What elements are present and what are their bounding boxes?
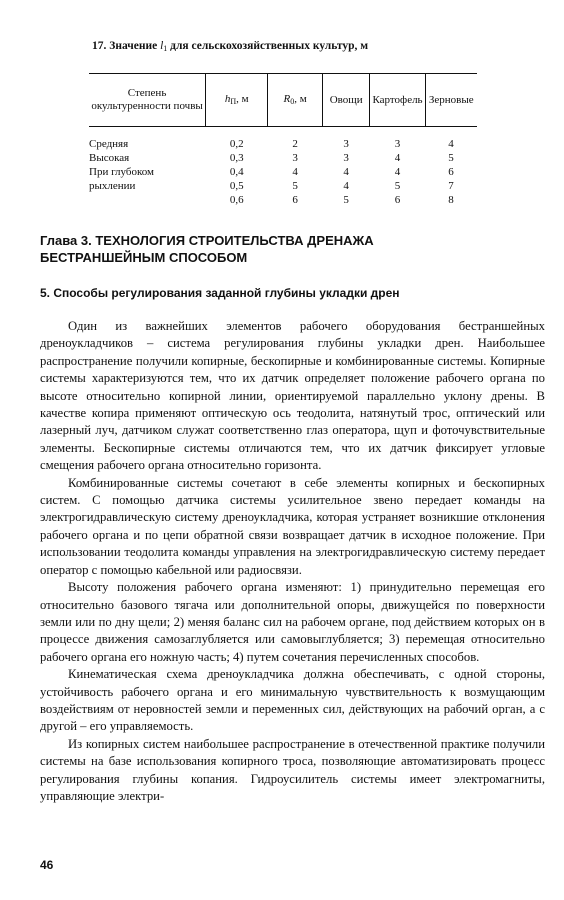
- header-potato: Картофель: [370, 74, 425, 127]
- cell-vegetables: 3: [343, 137, 349, 150]
- body-text: [40, 318, 545, 805]
- crop-values-table: [89, 73, 477, 207]
- table-row: [89, 179, 477, 193]
- paragraph: Один из важнейших элементов рабочего оборудования бестраншейных дреноукладчиков – система регулирования глубины укладки дрен. Наибольшее распространение получили копирные, бескопирные и комбинированные системы. Копирные системы характеризуются тем, что их датчик определяет положение рабочего органа по высоте относительно копирной линии, ориентируемой параллельно уклону дрены. В качестве копира применяют оптическую ось теодолита, натянутый трос, оптический или лазерный луч, датчиком служат соответственно глаз оператора, щуп и фоточувствительные элементы. Бескопирные системы отличаются тем, что их датчик фиксирует угловые смещения рабочего органа относительно горизонта.: [40, 319, 545, 473]
- table-caption-symbol: l: [160, 40, 164, 52]
- table-row: [89, 165, 477, 179]
- cell-vegetables: 5: [343, 193, 349, 206]
- table-caption-pre: Значение: [109, 40, 158, 52]
- cell-grain: 4: [448, 137, 454, 150]
- page-number: 46: [40, 858, 54, 872]
- cell-vegetables: 3: [343, 151, 349, 164]
- cell-potato: 4: [394, 165, 401, 178]
- cell-h: 0,6: [229, 193, 244, 206]
- cell-h: 0,3: [229, 151, 244, 164]
- header-vegetables: Овощи: [322, 74, 370, 127]
- table-number: 17.: [92, 40, 107, 52]
- paragraph: Кинематическая схема дреноукладчика должна обеспечивать, с одной стороны, устойчивость рабочего органа и его минимальную чувствительность к возмущающим воздействиям от неровностей земли и переменных сил, действующих на рабочий орган, а с другой – его управляемость.: [40, 667, 545, 734]
- row-label: Высокая: [89, 151, 130, 164]
- table-row: [89, 151, 477, 165]
- row-label: рыхлении: [89, 179, 136, 192]
- cell-h: 0,5: [229, 179, 244, 192]
- table-caption-symbol-sub: 1: [163, 44, 168, 53]
- header-grain: Зерновые: [425, 74, 477, 127]
- cell-r: 3: [292, 151, 298, 164]
- chapter-title: [40, 232, 520, 266]
- paragraph: Из копирных систем наибольшее распространение в отечественной практике получили системы на базе использования копирного троса, позволяющие автоматизировать процесс регулирования глубины копания. Гидроусилитель системы имеет электромагниты, управляющие электри-: [40, 736, 545, 803]
- header-r-0: $R_0$, м: [268, 74, 323, 127]
- cell-r: 5: [292, 179, 298, 192]
- cell-potato: 3: [394, 137, 401, 150]
- cell-vegetables: 4: [343, 179, 349, 192]
- row-label: При глубоком: [89, 165, 155, 178]
- paragraph: Высоту положения рабочего органа изменяют: 1) принудительно перемещая его относительно базового тягача или дополнительной опоры, движущейся по поверхности земли или по дну щели; 2) меняя баланс сил на рабочем органе, под действием которых он в процессе движения самозаглубляется или самовыглубляется; 3) перемещая относительно рабочего органа его ножную часть; 4) путем сочетания перечисленных способов.: [40, 580, 545, 664]
- header-h-p: $h_П$, м: [206, 74, 268, 127]
- cell-potato: 6: [394, 193, 401, 206]
- cell-grain: 5: [448, 151, 454, 164]
- cell-r: 4: [292, 165, 298, 178]
- cell-potato: 5: [394, 179, 401, 192]
- cell-h: 0,2: [229, 137, 244, 150]
- row-label: Средняя: [89, 137, 129, 150]
- header-soil-cultivation: Степень окультуренности почвы: [89, 74, 206, 127]
- cell-grain: 7: [448, 179, 454, 192]
- table-caption-post: для сельскохозяйственных культур, м: [170, 40, 369, 52]
- cell-grain: 6: [448, 165, 454, 178]
- row-label: [89, 193, 206, 207]
- chapter-title-line-1: Глава 3. ТЕХНОЛОГИЯ СТРОИТЕЛЬСТВА ДРЕНАЖА: [40, 233, 374, 248]
- section-title: 5. Способы регулирования заданной глубины укладки дрен: [40, 286, 400, 300]
- cell-vegetables: 4: [343, 165, 349, 178]
- table-row: [89, 193, 477, 207]
- table-caption: [92, 40, 368, 53]
- table-header-row: [89, 74, 477, 127]
- cell-h: 0,4: [229, 165, 244, 178]
- cell-grain: 8: [448, 193, 454, 206]
- cell-r: 2: [292, 137, 298, 150]
- table-row: [89, 127, 477, 152]
- cell-potato: 4: [394, 151, 401, 164]
- paragraph: Комбинированные системы сочетают в себе элементы копирных и бескопирных систем. С помощью датчика системы усилительное звено передает команды на электрогидравлическую систему дреноукладчика, которая устраняет возникшие отклонения рабочего органа и по цепи обратной связи возвращает датчик в исходное положение. При использовании теодолита команды управления на электрогидравлическую систему передает оператор с помощью кабельной или радиосвязи.: [40, 475, 545, 577]
- cell-r: 6: [292, 193, 298, 206]
- chapter-title-line-2: БЕСТРАНШЕЙНЫМ СПОСОБОМ: [40, 250, 248, 265]
